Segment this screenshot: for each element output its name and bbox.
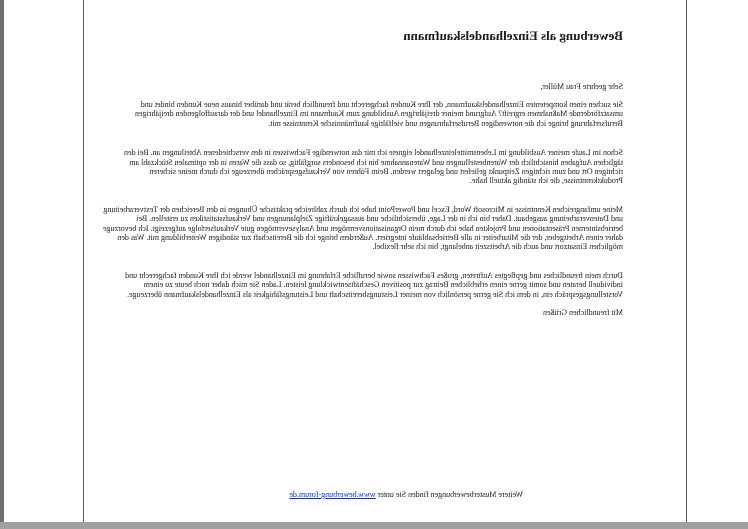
- page-border-left: [83, 0, 84, 529]
- scan-edge-left: [0, 0, 4, 529]
- letter-paragraph-1: Sie suchen einen kompetenten Einzelhandelskaufmann, der Ihre Kunden fachgerecht und freundlich berät und darüber hinaus neue Kunden bindet und umsatzfördernde Maßnahmen ergreift? Aufgrund meiner dreijährigen Ausbildung zum Kaufmann im Einzelhandel und der darauffolgenden dreijährigen Berufserfahrung bringe ich die notwendigen Berufserfahrungen und vielfältige kaufmännische Kenntnisse mit.: [135, 100, 623, 128]
- letter-closing: Mit freundlichen Grüßen: [543, 308, 623, 318]
- footer-link[interactable]: www.bewerbung-forum.de: [289, 490, 376, 499]
- footer-text: Weitere Musterbewerbungen finden Sie unter: [377, 490, 523, 499]
- letter-paragraph-2: Schon im Laufe meiner Ausbildung im Lebensmitteleinzelhandel eignete ich mir das notwendige Fachwissen in den verschiedenen Abteilungen an. Bei den täglichen Aufgaben hinsichtlich der Warenbestellungen und Warenannahme bin ich besonders sorgfältig, so dass die Waren in der optimalen Stückzahl am richtigen Ort und zum richtigen Zeitpunkt geliefert und gelagert werden. Beim Führen von Verkaufsgesprächen überzeuge ich durch meine sicheren Produktkenntnisse, die ich ständig aktuell halte.: [124, 148, 623, 186]
- letter-document: [100, 14, 623, 504]
- letter-paragraph-4: Durch mein freundliches und gepflegtes Auftreten, großes Fachwissen sowie berufliche Erfahrung im Einzelhandel werde ich Ihre Kunden fachgerecht und individuell beraten und somit gerne einen erheblichen Beitrag zur positiven Geschäftsentwicklung leisten. Laden Sie mich daher noch heute zu einem Vorstellungsgespräch ein, in dem ich Sie gerne persönlich von meiner Leistungsbereitschaft und Leistungsfähigkeit als Einzelhandelskaufmann überzeuge.: [125, 270, 623, 299]
- letter-paragraph-3: Meine umfangreichen Kenntnisse in Microsoft Word, Excel und PowerPoint habe ich durch zahlreiche praktische Übungen in den Bereichen der Textverarbeitung und Datenverarbeitung ausgebaut. Daher bin ich in der Lage, übersichtliche und aussagekräftige Zielplanungen und Verkaufsstatistiken zu erstellen. Bei betriebsinternen Präsentationen und Projekten habe ich durch mein Organisationsvermögen und Analysevermögen gute Verkaufserfolge aufgezeigt. Ich bevorzuge daher einen Arbeitgeber, der die Mitarbeiter in alle Betriebsabläufe integriert. Außerdem bringe ich die Bereitschaft zur ständigen Weiterbildung mit. Was den möglichen Einsatzort und auch die Arbeitszeit anbelangt, bin ich sehr flexibel.: [103, 204, 623, 252]
- scan-edge-bottom: [0, 522, 748, 529]
- page-border-right: [686, 0, 687, 529]
- letter-title: Bewerbung als Einzelhandelskaufmann: [403, 28, 623, 43]
- letter-footer: [289, 490, 523, 499]
- letter-salutation: Sehr geehrte Frau Müller,: [540, 82, 623, 91]
